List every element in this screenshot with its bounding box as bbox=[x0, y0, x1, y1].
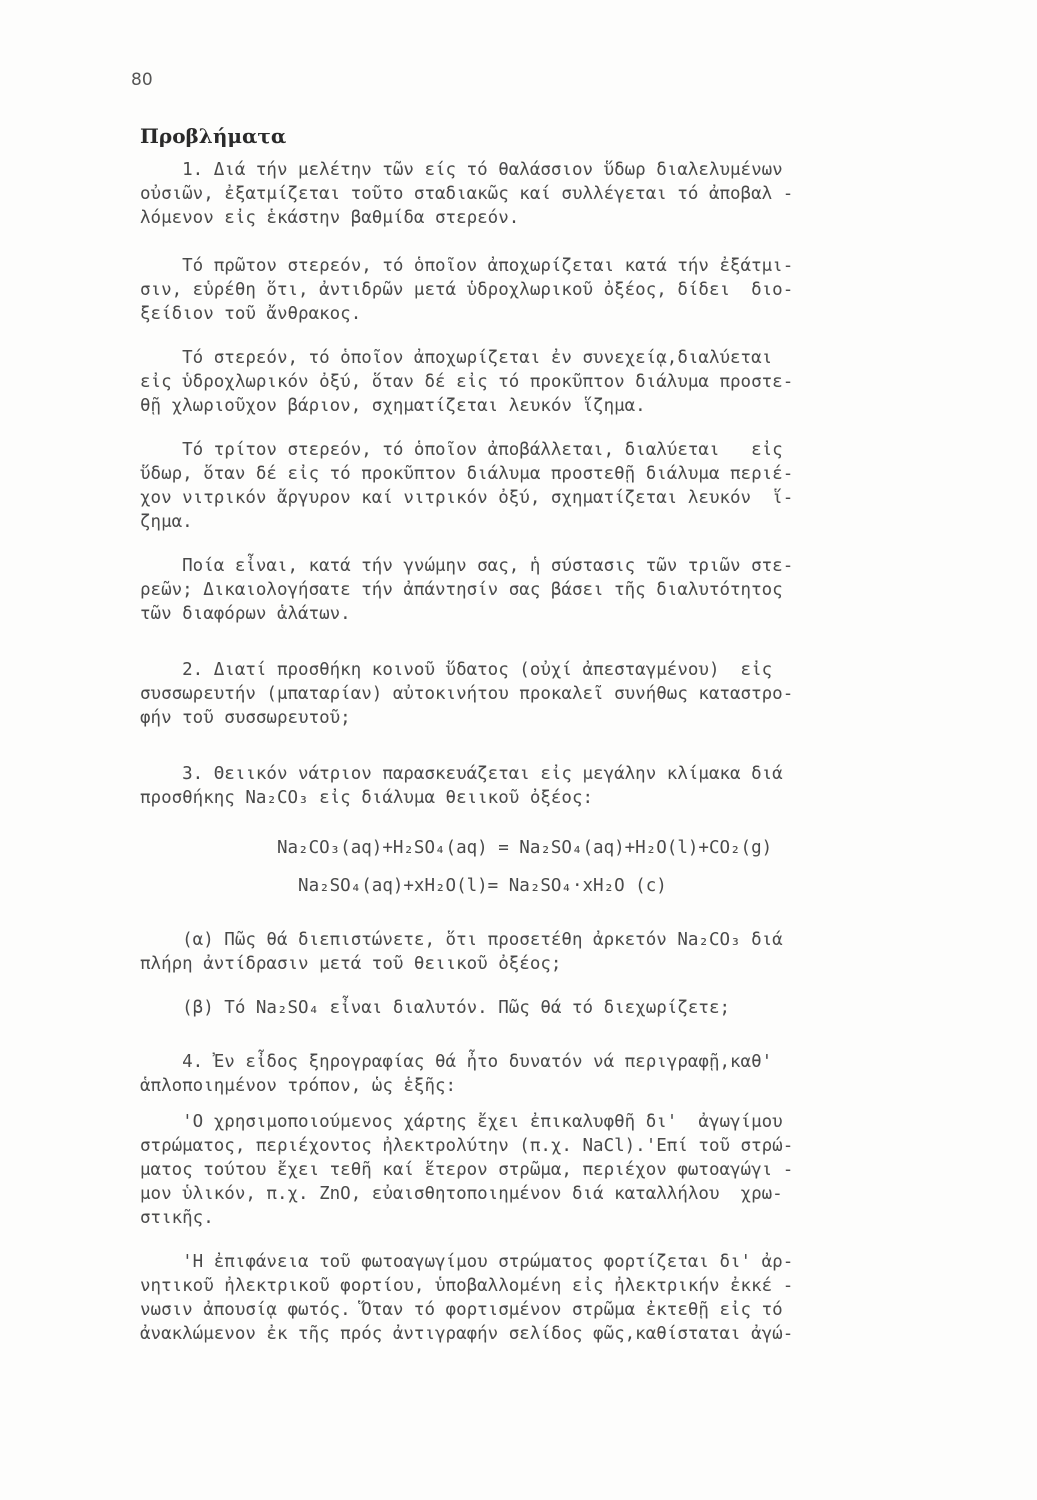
text-line: χον νιτρικόν ἄργυρον καί νιτρικόν ὀξύ, σχηματίζεται λευκόν ἵ- bbox=[140, 488, 794, 508]
text-line: ρεῶν; Δικαιολογήσατε τήν ἀπάντησίν σας βάσει τῆς διαλυτότητος bbox=[140, 580, 783, 600]
text-line: θῇ χλωριοῦχον βάριον, σχηματίζεται λευκόν ἵζημα. bbox=[140, 396, 646, 416]
text-line: 3. Θειικόν νάτριον παρασκευάζεται εἰς μεγάλην κλίμακα διά bbox=[140, 764, 783, 784]
text-line: μον ὑλικόν, π.χ. ZnO, εὐαισθητοποιημένον διά καταλλήλου χρω- bbox=[140, 1184, 783, 1204]
text-line: οὐσιῶν, ἐξατμίζεται τοῦτο σταδιακῶς καί συλλέγεται τό ἀποβαλ - bbox=[140, 184, 794, 204]
section-heading: Προβλήματα bbox=[140, 124, 287, 148]
text-line: ξείδιον τοῦ ἄνθρακος. bbox=[140, 304, 362, 324]
page-number: 80 bbox=[131, 70, 153, 90]
text-line: νωσιν ἀπουσίᾳ φωτός. Ὅταν τό φορτισμένον στρῶμα ἐκτεθῇ εἰς τό bbox=[140, 1300, 783, 1320]
text-line: σιν, εὑρέθη ὅτι, ἀντιδρῶν μετά ὑδροχλωρικοῦ ὀξέος, δίδει διο- bbox=[140, 280, 794, 300]
text-line: φήν τοῦ συσσωρευτοῦ; bbox=[140, 708, 351, 728]
text-line: νητικοῦ ἠλεκτρικοῦ φορτίου, ὑποβαλλομένη εἰς ἠλεκτρικήν ἐκκέ - bbox=[140, 1276, 794, 1296]
text-line: (β) Τό Na₂SO₄ εἶναι διαλυτόν. Πῶς θά τό διεχωρίζετε; bbox=[140, 998, 731, 1018]
text-line: προσθήκης Na₂CO₃ εἰς διάλυμα θειικοῦ ὀξέος: bbox=[140, 788, 594, 808]
text-line: ἀνακλώμενον ἐκ τῆς πρός ἀντιγραφήν σελίδος φῶς,καθίσταται ἀγώ- bbox=[140, 1324, 794, 1344]
text-line: ζημα. bbox=[140, 512, 193, 532]
text-line: 1. Διά τήν μελέτην τῶν είς τό θαλάσσιον ὕδωρ διαλελυμένων bbox=[140, 160, 783, 180]
equation-line: Na₂SO₄(aq)+xH₂O(l)= Na₂SO₄·xH₂O (c) bbox=[140, 876, 667, 896]
text-line: εἰς ὑδροχλωρικόν ὀξύ, ὅταν δέ εἰς τό προκῦπτον διάλυμα προστε- bbox=[140, 372, 794, 392]
equation-line: Na₂CO₃(aq)+H₂SO₄(aq) = Na₂SO₄(aq)+H₂O(l)+CO₂(g) bbox=[140, 838, 773, 858]
text-line: 'Η ἐπιφάνεια τοῦ φωτοαγωγίμου στρώματος φορτίζεται δι' ἀρ- bbox=[140, 1252, 794, 1272]
text-line: λόμενον εἰς ἑκάστην βαθμίδα στερεόν. bbox=[140, 208, 520, 228]
text-line: στρώματος, περιέχοντος ἠλεκτρολύτην (π.χ. NaCl).'Επί τοῦ στρώ- bbox=[140, 1136, 794, 1156]
text-line: Τό στερεόν, τό ὁποῖον ἀποχωρίζεται ἐν συνεχείᾳ,διαλύεται bbox=[140, 348, 773, 368]
text-line: στικῆς. bbox=[140, 1208, 214, 1228]
text-line: 'Ο χρησιμοποιούμενος χάρτης ἔχει ἐπικαλυφθῆ δι' ἀγωγίμου bbox=[140, 1112, 783, 1132]
text-line: ἁπλοποιημένον τρόπον, ὡς ἑξῆς: bbox=[140, 1076, 457, 1096]
text-line: πλήρη ἀντίδρασιν μετά τοῦ θειικοῦ ὀξέος; bbox=[140, 954, 562, 974]
text-line: 2. Διατί προσθήκη κοινοῦ ὕδατος (οὐχί ἀπεσταγμένου) εἰς bbox=[140, 660, 773, 680]
text-line: Τό πρῶτον στερεόν, τό ὁποῖον ἀποχωρίζεται κατά τήν ἐξάτμι- bbox=[140, 256, 794, 276]
text-line: τῶν διαφόρων ἁλάτων. bbox=[140, 604, 351, 624]
text-line: 4. Ἐν εἶδος ξηρογραφίας θά ἦτο δυνατόν νά περιγραφῇ,καθ' bbox=[140, 1052, 773, 1072]
text-line: ὕδωρ, ὅταν δέ εἰς τό προκῦπτον διάλυμα προστεθῇ διάλυμα περιέ- bbox=[140, 464, 794, 484]
text-line: Τό τρίτον στερεόν, τό ὁποῖον ἀποβάλλεται, διαλύεται εἰς bbox=[140, 440, 783, 460]
text-line: συσσωρευτήν (μπαταρίαν) αὐτοκινήτου προκαλεῖ συνήθως καταστρο- bbox=[140, 684, 794, 704]
text-line: ματος τούτου ἔχει τεθῆ καί ἕτερον στρῶμα, περιέχον φωτοαγώγι - bbox=[140, 1160, 794, 1180]
text-line: (α) Πῶς θά διεπιστώνετε, ὅτι προσετέθη ἀρκετόν Na₂CO₃ διά bbox=[140, 930, 783, 950]
text-line: Ποία εἶναι, κατά τήν γνώμην σας, ἡ σύστασις τῶν τριῶν στε- bbox=[140, 556, 794, 576]
